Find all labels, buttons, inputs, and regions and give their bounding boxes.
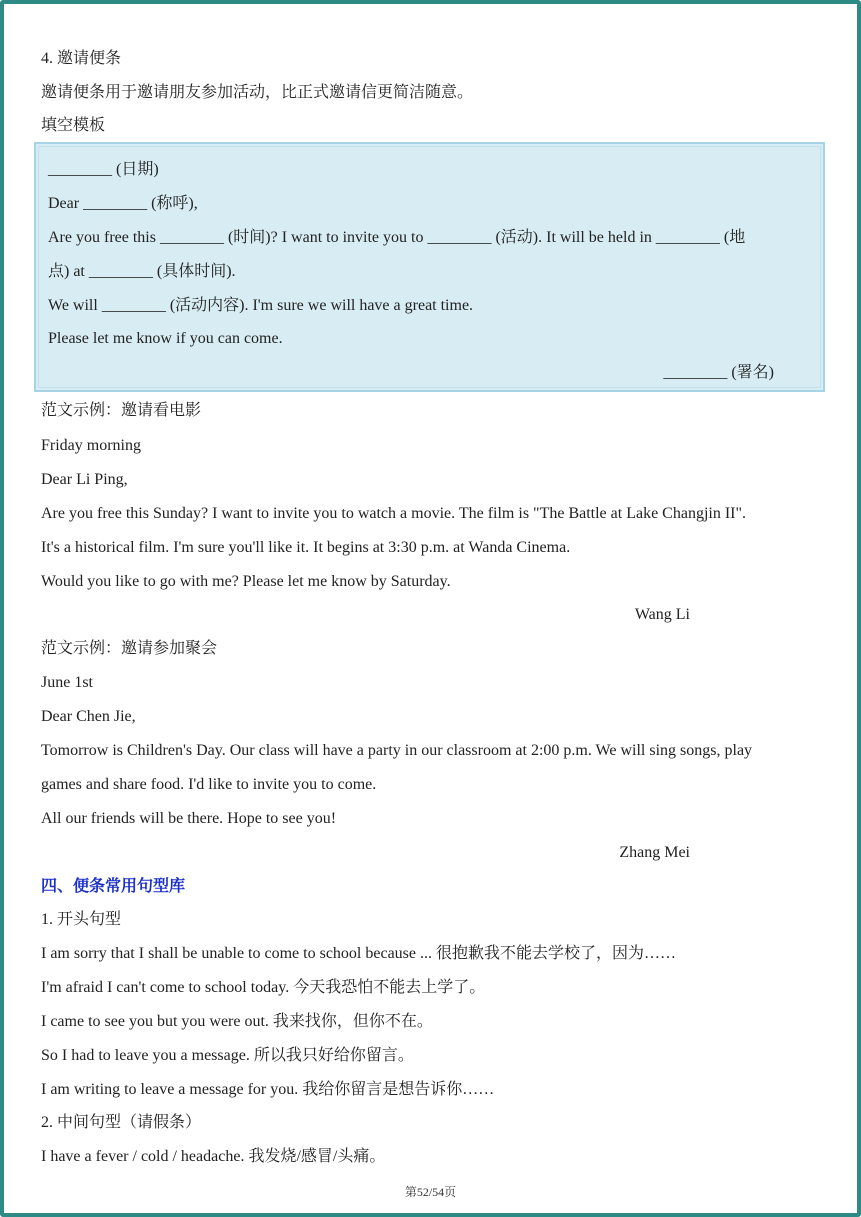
- example2-line-2: games and share food. I'd like to invite you to come.: [41, 776, 377, 793]
- example2-signature: Zhang Mei: [619, 844, 690, 861]
- example2-greeting: Dear Chen Jie,: [41, 708, 136, 725]
- example1-date: Friday morning: [41, 437, 141, 454]
- template-line-1: Are you free this ________ (时间)? I want to invite you to ________ (活动). It will be held in ________ (地: [48, 229, 746, 246]
- sentence-2: I'm afraid I can't come to school today. 今天我恐怕不能去上学了。: [41, 979, 486, 996]
- template-line-3: We will ________ (活动内容). I'm sure we will have a great time.: [48, 297, 474, 314]
- template-greeting: Dear ________ (称呼),: [48, 195, 198, 212]
- sentence-4: So I had to leave you a message. 所以我只好给你留言。: [41, 1047, 414, 1064]
- sentence-1: I am sorry that I shall be unable to come to school because ... 很抱歉我不能去学校了，因为……: [41, 945, 676, 962]
- example1-label: 范文示例：邀请看电影: [41, 402, 202, 419]
- example2-line-3: All our friends will be there. Hope to see you!: [41, 810, 337, 827]
- template-line-4: Please let me know if you can come.: [48, 330, 283, 347]
- opening-patterns-subheading: 1. 开头句型: [41, 911, 122, 928]
- sentence-3: I came to see you but you were out. 我来找你，但你不在。: [41, 1013, 433, 1030]
- example2-label: 范文示例：邀请参加聚会: [41, 640, 218, 657]
- sentence-6: I have a fever / cold / headache. 我发烧/感冒/头痛。: [41, 1148, 386, 1165]
- sentence-5: I am writing to leave a message for you. 我给你留言是想告诉你……: [41, 1081, 495, 1098]
- template-inner: [38, 146, 821, 388]
- template-signature: ________ (署名): [663, 364, 774, 381]
- example1-greeting: Dear Li Ping,: [41, 471, 128, 488]
- page-number: 第52/54页: [404, 1185, 457, 1199]
- example1-line-1: Are you free this Sunday? I want to invite you to watch a movie. The film is "The Battle at Lake Changjin II".: [41, 505, 747, 522]
- template-line-2: 点) at ________ (具体时间).: [48, 263, 236, 280]
- section-four-heading: 四、便条常用句型库: [41, 876, 186, 895]
- example1-line-2: It's a historical film. I'm sure you'll like it. It begins at 3:30 p.m. at Wanda Cinema.: [41, 539, 571, 556]
- example1-line-3: Would you like to go with me? Please let me know by Saturday.: [41, 573, 451, 590]
- example2-line-1: Tomorrow is Children's Day. Our class will have a party in our classroom at 2:00 p.m. We will sing songs, play: [41, 742, 753, 759]
- example2-date: June 1st: [41, 674, 93, 691]
- template-label: 填空模板: [41, 117, 106, 134]
- template-box: [34, 142, 825, 392]
- template-date: ________ (日期): [48, 161, 159, 178]
- middle-patterns-subheading: 2. 中间句型（请假条）: [41, 1114, 202, 1131]
- section-title: 4. 邀请便条: [41, 50, 122, 67]
- section-description: 邀请便条用于邀请朋友参加活动，比正式邀请信更简洁随意。: [41, 84, 474, 101]
- example1-signature: Wang Li: [634, 606, 690, 623]
